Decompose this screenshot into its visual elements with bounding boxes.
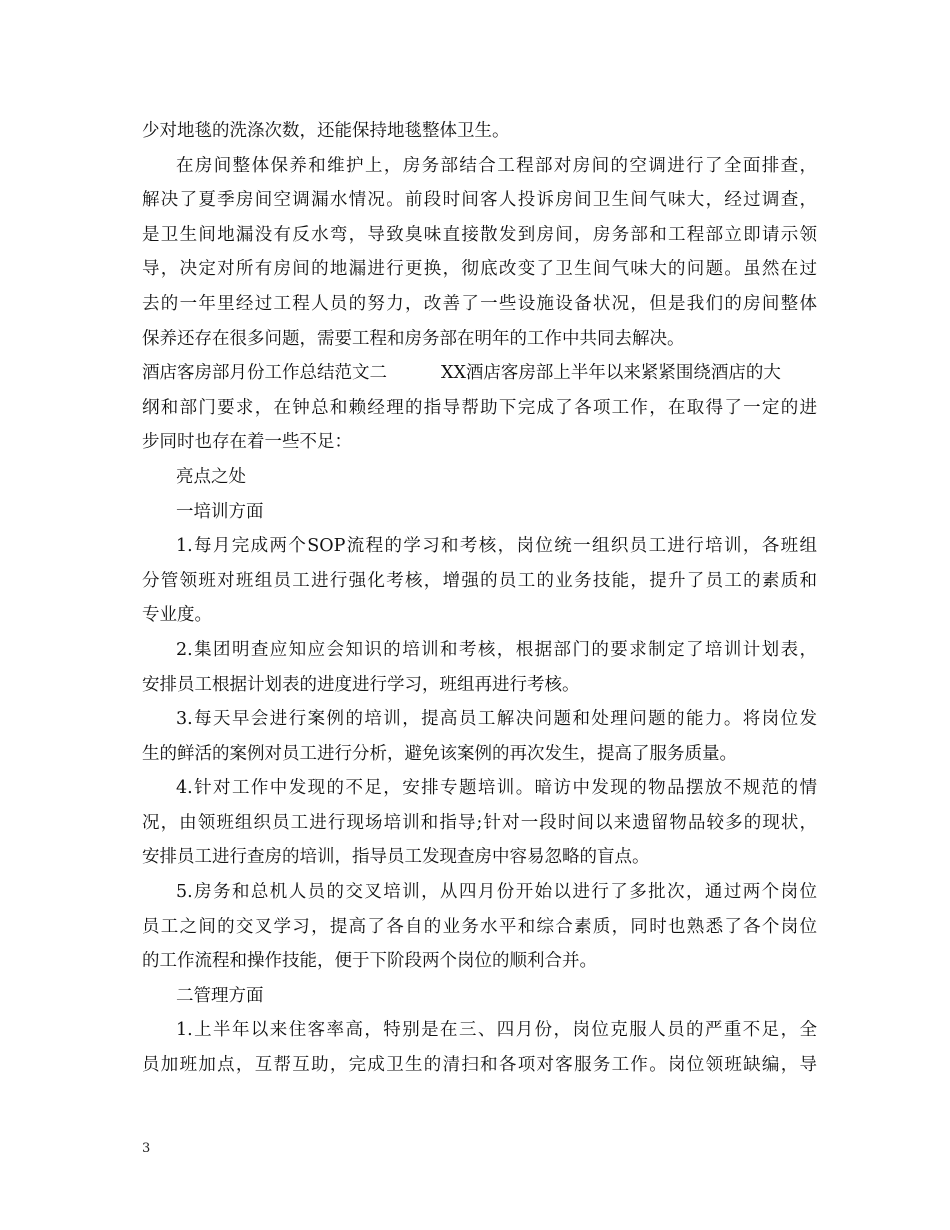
section-heading-line [142,356,817,391]
subheading-management: 二管理方面 [176,985,264,1006]
text-line: 在房间整体保养和维护上，房务部结合工程部对房间的空调进行了全面排查， [176,155,817,176]
list-item-training-2: 2.集团明查应知应会知识的培训和考核，根据部门的要求制定了培训计划表， [176,639,817,660]
text-line: 安排员工根据计划表的进度进行学习，班组再进行考核。 [142,674,580,695]
section-first-line: XX酒店客房部上半年以来紧紧围绕酒店的大 [441,363,781,384]
list-item-training-4: 4.针对工作中发现的不足，安排专题培训。暗访中发现的物品摆放不规范的情 [176,778,817,799]
text-line: 况，由领班组织员工进行现场培训和指导;针对一段时间以来遗留物品较多的现状， [142,812,817,833]
page-number: 3 [142,1141,151,1156]
text-line: 纲和部门要求，在钟总和赖经理的指导帮助下完成了各项工作，在取得了一定的进 [142,397,817,418]
text-line: 解决了夏季房间空调漏水情况。前段时间客人投诉房间卫生间气味大，经过调查， [142,190,817,211]
paragraph-block-1 [142,114,817,356]
list-item-training-5: 5.房务和总机人员的交叉培训，从四月份开始以进行了多批次，通过两个岗位 [176,882,817,903]
text-line: 是卫生间地漏没有反水弯，导致臭味直接散发到房间，房务部和工程部立即请示领 [142,224,817,245]
subheading-highlights: 亮点之处 [176,466,246,487]
text-line: 员加班加点，互帮互助，完成卫生的清扫和各项对客服务工作。岗位领班缺编，导 [142,1055,817,1076]
text-line: 少对地毯的洗涤次数，还能保持地毯整体卫生。 [142,121,510,141]
section-title: 酒店客房部月份工作总结范文二 [142,363,387,384]
text-line: 导，决定对所有房间的地漏进行更换，彻底改变了卫生间气味大的问题。虽然在过 [142,259,817,280]
list-item-management-1: 1.上半年以来住客率高，特别是在三、四月份，岗位克服人员的严重不足，全 [176,1020,817,1041]
text-line: 生的鲜活的案例对员工进行分析，避免该案例的再次发生，提高了服务质量。 [142,743,737,764]
text-line: 步同时也存在着一些不足： [142,432,352,453]
text-line: 去的一年里经过工程人员的努力，改善了一些设施设备状况，但是我们的房间整体 [142,293,817,314]
text-line: 的工作流程和操作技能，便于下阶段两个岗位的顺利合并。 [142,951,597,972]
text-line: 专业度。 [142,605,212,626]
list-item-training-1: 1.每月完成两个SOP流程的学习和考核，岗位统一组织员工进行培训，各班组 [176,536,817,557]
text-line: 员工之间的交叉学习，提高了各自的业务水平和综合素质，同时也熟悉了各个岗位 [142,916,817,937]
text-line: 安排员工进行查房的培训，指导员工发现查房中容易忽略的盲点。 [142,847,650,868]
text-line: 保养还存在很多问题，需要工程和房务部在明年的工作中共同去解决。 [142,328,685,349]
text-line: 分管领班对班组员工进行强化考核，增强的员工的业务技能，提升了员工的素质和 [142,570,817,591]
paragraph-block-2 [142,391,817,1083]
list-item-training-3: 3.每天早会进行案例的培训，提高员工解决问题和处理问题的能力。将岗位发 [176,709,817,730]
document-body [142,114,817,1083]
subheading-training: 一培训方面 [176,501,264,522]
